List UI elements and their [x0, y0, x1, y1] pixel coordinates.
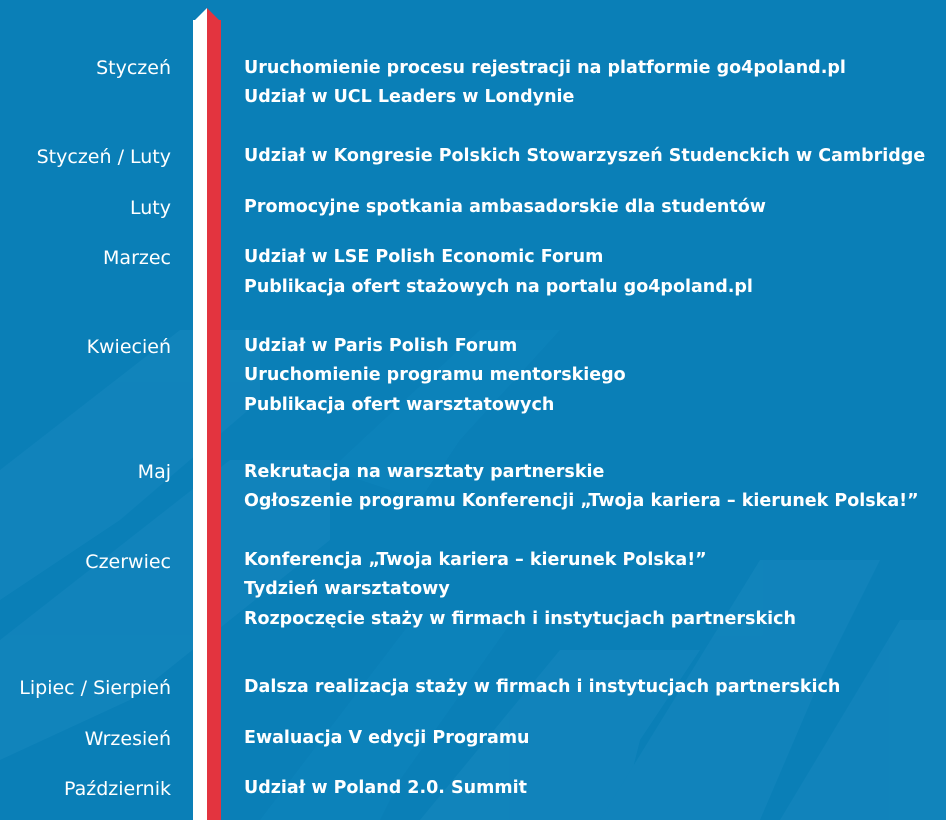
event-item: Udział w Poland 2.0. Summit [244, 778, 527, 798]
month-label-marzec: Marzec [103, 247, 171, 269]
month-label-maj: Maj [137, 461, 171, 483]
event-item: Konferencja „Twoja kariera – kierunek Polska!” [244, 550, 707, 570]
timeline-bar-red [207, 20, 221, 820]
timeline-bar-white [193, 20, 207, 820]
event-item: Promocyjne spotkania ambasadorskie dla studentów [244, 197, 766, 217]
event-item: Udział w Kongresie Polskich Stowarzyszeń Studenckich w Cambridge [244, 146, 926, 166]
month-label-pazdziernik: Październik [63, 778, 171, 800]
month-label-luty: Luty [130, 197, 171, 219]
month-label-lipiec-sierpien: Lipiec / Sierpień [19, 677, 171, 699]
event-item: Uruchomienie programu mentorskiego [244, 365, 626, 385]
event-item: Dalsza realizacja staży w firmach i instytucjach partnerskich [244, 677, 841, 697]
month-label-wrzesien: Wrzesień [84, 728, 171, 750]
event-item: Publikacja ofert stażowych na portalu go4poland.pl [244, 277, 753, 297]
month-label-styczen-luty: Styczeń / Luty [36, 146, 171, 168]
event-item: Udział w UCL Leaders w Londynie [244, 87, 575, 107]
event-item: Tydzień warsztatowy [244, 579, 450, 599]
event-item: Ogłoszenie programu Konferencji „Twoja kariera – kierunek Polska!” [244, 491, 919, 511]
event-item: Rekrutacja na warsztaty partnerskie [244, 462, 605, 482]
timeline-bar [193, 20, 221, 820]
event-item: Rozpoczęcie staży w firmach i instytucjach partnerskich [244, 609, 796, 629]
event-item: Publikacja ofert warsztatowych [244, 395, 555, 415]
event-item: Ewaluacja V edycji Programu [244, 728, 530, 748]
month-label-czerwiec: Czerwiec [85, 551, 171, 573]
month-label-kwiecien: Kwiecień [86, 336, 171, 358]
event-item: Uruchomienie procesu rejestracji na platformie go4poland.pl [244, 58, 846, 78]
event-item: Udział w Paris Polish Forum [244, 336, 518, 356]
event-item: Udział w LSE Polish Economic Forum [244, 247, 604, 267]
month-label-styczen: Styczeń [96, 57, 171, 79]
